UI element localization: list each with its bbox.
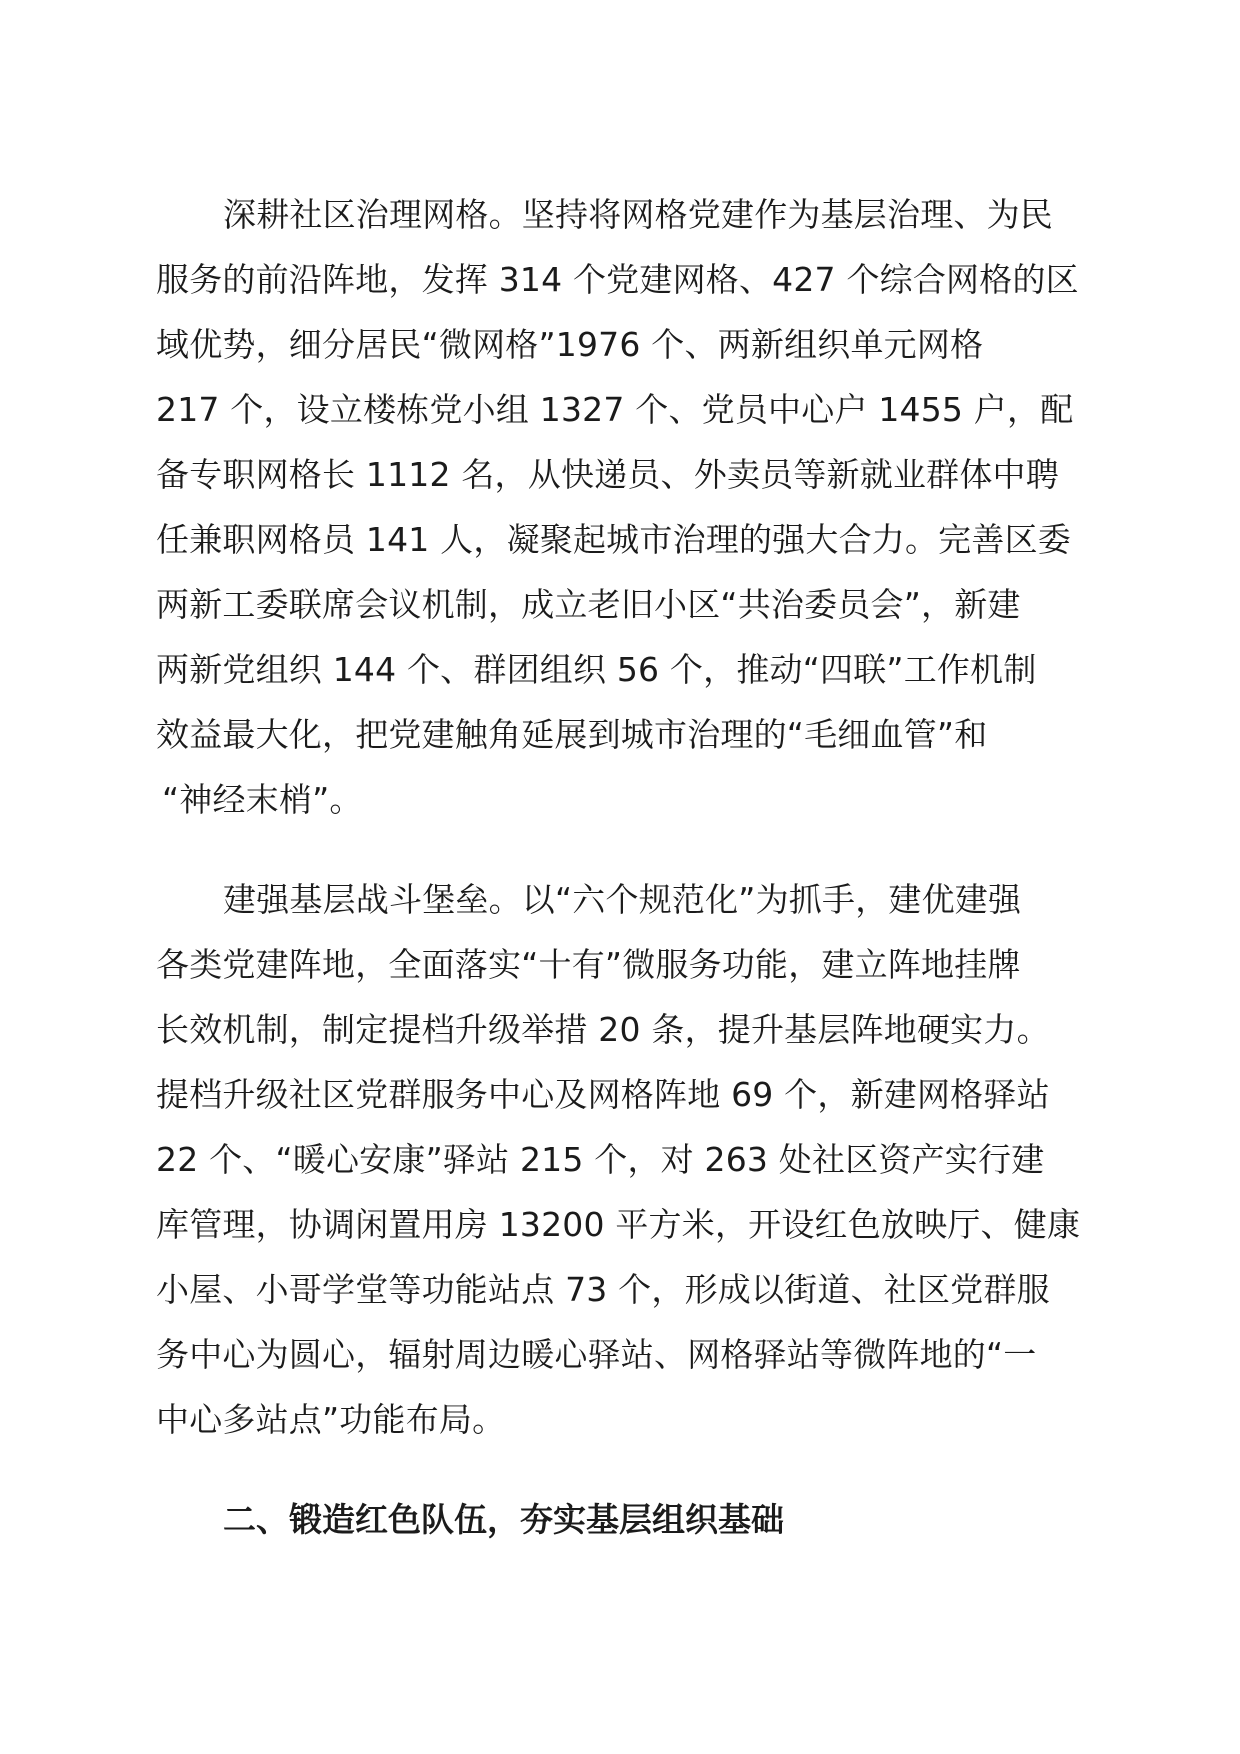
text-line: 建强基层战斗堡垒。以“六个规范化”为抓手，建优建强	[223, 880, 1022, 919]
text-line: 服务的前沿阵地，发挥 314 个党建网格、427 个综合网格的区	[156, 260, 1079, 299]
text-line: 深耕社区治理网格。坚持将网格党建作为基层治理、为民	[223, 195, 1053, 234]
text-line: 小屋、小哥学堂等功能站点 73 个，形成以街道、社区党群服	[156, 1270, 1050, 1309]
text-line: 217 个，设立楼栋党小组 1327 个、党员中心户 1455 户，配	[156, 390, 1074, 429]
paragraph-grassroots-fortress	[156, 867, 1106, 1452]
text-line: 中心多站点”功能布局。	[156, 1400, 506, 1439]
text-line: 各类党建阵地，全面落实“十有”微服务功能，建立阵地挂牌	[156, 945, 1021, 984]
text-line: 长效机制，制定提档升级举措 20 条，提升基层阵地硬实力。	[156, 1010, 1050, 1049]
text-line: 备专职网格长 1112 名，从快递员、外卖员等新就业群体中聘	[156, 455, 1059, 494]
text-line: 任兼职网格员 141 人，凝聚起城市治理的强大合力。完善区委	[156, 520, 1071, 559]
text-line: 库管理，协调闲置用房 13200 平方米，开设红色放映厅、健康	[156, 1205, 1081, 1244]
text-line: 务中心为圆心，辐射周边暖心驿站、网格驿站等微阵地的“一	[156, 1335, 1037, 1374]
text-line: 域优势，细分居民“微网格”1976 个、两新组织单元网格	[156, 325, 984, 364]
text-line: “神经末梢”。	[162, 780, 363, 819]
text-line: 两新工委联席会议机制，成立老旧小区“共治委员会”，新建	[156, 585, 1021, 624]
paragraph-grid-governance	[156, 182, 1106, 832]
section-heading: 二、锻造红色队伍，夯实基层组织基础	[223, 1500, 784, 1539]
text-line: 效益最大化，把党建触角延展到城市治理的“毛细血管”和	[156, 715, 988, 754]
text-line: 提档升级社区党群服务中心及网格阵地 69 个，新建网格驿站	[156, 1075, 1050, 1114]
text-line: 两新党组织 144 个、群团组织 56 个，推动“四联”工作机制	[156, 650, 1037, 689]
text-line: 22 个、“暖心安康”驿站 215 个，对 263 处社区资产实行建	[156, 1140, 1045, 1179]
